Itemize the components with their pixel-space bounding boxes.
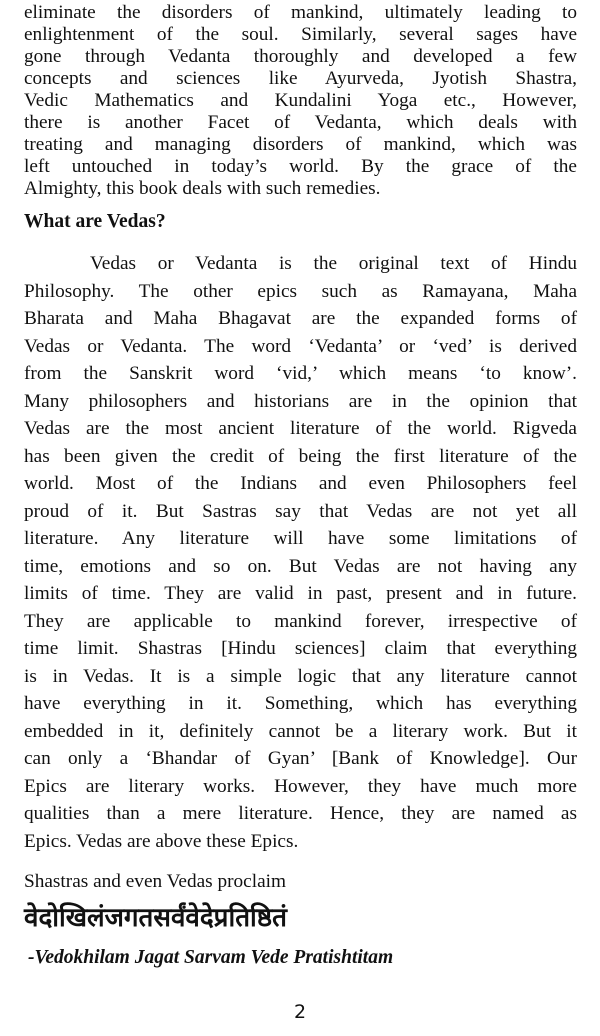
paragraph-intro xyxy=(24,2,577,200)
text-line: enlightenment of the soul. Similarly, several sages have xyxy=(24,24,577,45)
text-line: time, emotions and so on. But Vedas are not having any xyxy=(24,555,577,577)
text-line: Vedas or Vedanta. The word ‘Vedanta’ or ‘ved’ is derived xyxy=(24,335,577,357)
paragraph-proclaim: Shastras and even Vedas proclaim xyxy=(24,871,287,892)
paragraph-what-are-vedas xyxy=(24,250,577,855)
text-line: Bharata and Maha Bhagavat are the expanded forms of xyxy=(24,308,577,329)
page-number: 2 xyxy=(293,1001,307,1023)
text-line: Epics. Vedas are above these Epics. xyxy=(24,830,299,852)
verse-transliteration: -Vedokhilam Jagat Sarvam Vede Pratishtitam xyxy=(28,947,394,968)
text-line: is in Vedas. It is a simple logic that any literature cannot xyxy=(24,665,577,687)
text-line: Vedas or Vedanta is the original text of Hindu xyxy=(90,253,577,274)
text-line: there is another Facet of Vedanta, which deals with xyxy=(24,112,577,133)
text-line: Vedic Mathematics and Kundalini Yoga etc., However, xyxy=(24,90,577,111)
text-line: Philosophy. The other epics such as Ramayana, Maha xyxy=(24,280,577,302)
text-line: Many philosophers and historians are in the opinion that xyxy=(24,390,577,412)
text-line: left untouched in today’s world. By the grace of the xyxy=(24,156,577,177)
text-line: literature. Any literature will have some limitations of xyxy=(24,528,577,549)
text-line: treating and managing disorders of mankind, which was xyxy=(24,134,577,155)
text-line: Almighty, this book deals with such remedies. xyxy=(24,178,381,199)
text-line: time limit. Shastras [Hindu sciences] claim that everything xyxy=(24,638,577,659)
text-line: proud of it. But Sastras say that Vedas are not yet all xyxy=(24,500,577,522)
text-line: can only a ‘Bhandar of Gyan’ [Bank of Knowledge]. Our xyxy=(24,748,577,769)
sanskrit-verse: वेदोखिलंजगतसर्वंवेदेप्रतिष्ठितं xyxy=(24,903,287,933)
text-line: limits of time. They are valid in past, present and in future. xyxy=(24,583,577,604)
text-line: world. Most of the Indians and even Philosophers feel xyxy=(24,473,577,494)
section-heading: What are Vedas? xyxy=(24,211,166,232)
text-line: qualities than a mere literature. Hence, they are named as xyxy=(24,803,577,824)
text-line: eliminate the disorders of mankind, ultimately leading to xyxy=(24,2,577,23)
text-line: have everything in it. Something, which has everything xyxy=(24,693,577,714)
text-line: Vedas are the most ancient literature of the world. Rigveda xyxy=(24,418,577,439)
text-line: Epics are literary works. However, they have much more xyxy=(24,775,577,797)
text-line: They are applicable to mankind forever, irrespective of xyxy=(24,610,577,632)
text-line: concepts and sciences like Ayurveda, Jyotish Shastra, xyxy=(24,68,577,89)
text-line: embedded in it, definitely cannot be a literary work. But it xyxy=(24,720,577,742)
text-line: has been given the credit of being the first literature of the xyxy=(24,445,577,467)
text-line: from the Sanskrit word ‘vid,’ which means ‘to know’. xyxy=(24,363,577,384)
text-line: gone through Vedanta thoroughly and developed a few xyxy=(24,46,577,67)
